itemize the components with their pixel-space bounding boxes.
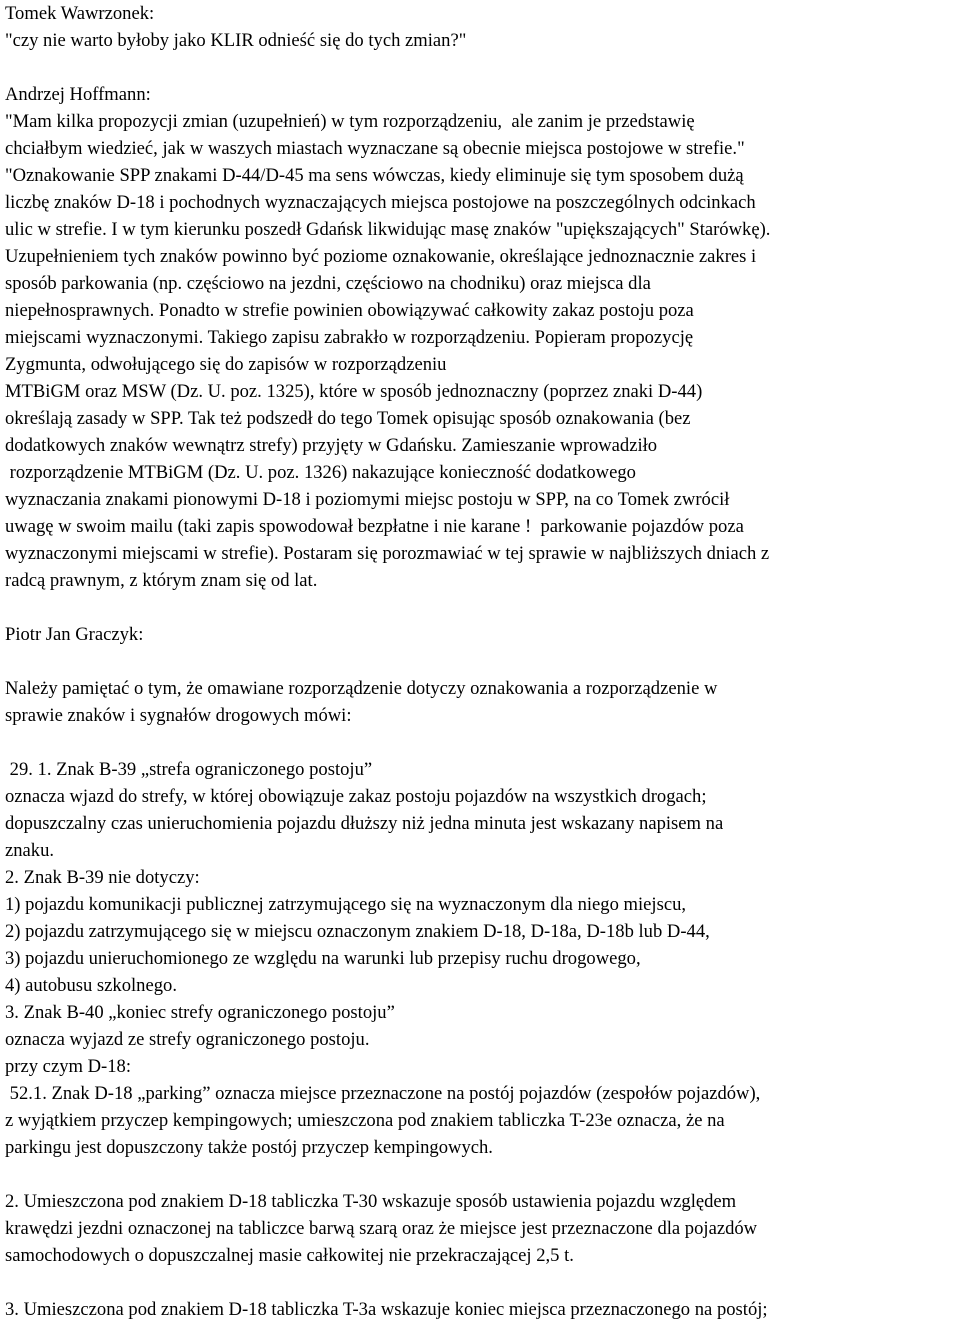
text-line: rozporządzenie MTBiGM (Dz. U. poz. 1326) nakazujące konieczność dodatkowego <box>5 462 636 483</box>
blank-line <box>5 729 960 756</box>
text-line: dodatkowych znaków wewnątrz strefy) przyjęty w Gdańsku. Zamieszanie wprowadziło <box>5 435 658 456</box>
text-line: "Mam kilka propozycji zmian (uzupełnień) w tym rozporządzeniu, ale zanim je przedstawię <box>5 111 695 132</box>
text-line: z wyjątkiem przyczep kempingowych; umieszczona pod znakiem tabliczka T-23e oznacza, że na <box>5 1110 725 1131</box>
blank-line <box>5 1161 960 1188</box>
text-line: Andrzej Hoffmann: <box>5 84 151 105</box>
text-line: 1) pojazdu komunikacji publicznej zatrzymującego się na wyznaczonym dla niego miejscu, <box>5 894 687 915</box>
text-line: Uzupełnieniem tych znaków powinno być poziome oznakowanie, określające jednoznacznie zakres i <box>5 246 757 267</box>
text-line: ulic w strefie. I w tym kierunku poszedł Gdańsk likwidując masę znaków "upiększających" Starówkę). <box>5 219 771 240</box>
text-line: 3. Znak B-40 „koniec strefy ograniczonego postoju” <box>5 1002 395 1023</box>
document-page <box>5 0 960 1323</box>
text-line: przy czym D-18: <box>5 1056 131 1077</box>
text-line: 2) pojazdu zatrzymującego się w miejscu oznaczonym znakiem D-18, D-18a, D-18b lub D-44, <box>5 921 710 942</box>
text-line: niepełnosprawnych. Ponadto w strefie powinien obowiązywać całkowity zakaz postoju poza <box>5 300 694 321</box>
text-line: liczbę znaków D-18 i pochodnych wyznaczających miejsca postojowe na poszczególnych odcinkach <box>5 192 756 213</box>
text-line: Zygmunta, odwołującego się do zapisów w rozporządzeniu <box>5 354 447 375</box>
text-line: oznacza wjazd do strefy, w której obowiązuje zakaz postoju pojazdów na wszystkich drogach; <box>5 786 707 807</box>
text-line: 29. 1. Znak B-39 „strefa ograniczonego postoju” <box>5 759 373 780</box>
text-line: samochodowych o dopuszczalnej masie całkowitej nie przekraczającej 2,5 t. <box>5 1245 574 1266</box>
text-line: Należy pamiętać o tym, że omawiane rozporządzenie dotyczy oznakowania a rozporządzenie w <box>5 678 718 699</box>
text-line: znaku. <box>5 840 55 861</box>
text-line: dopuszczalny czas unieruchomienia pojazdu dłuższy niż jedna minuta jest wskazany napisem na <box>5 813 724 834</box>
text-line: MTBiGM oraz MSW (Dz. U. poz. 1325), które w sposób jednoznaczny (poprzez znaki D-44) <box>5 381 703 402</box>
text-line: oznacza wyjazd ze strefy ograniczonego postoju. <box>5 1029 370 1050</box>
text-line: 3. Umieszczona pod znakiem D-18 tabliczka T-3a wskazuje koniec miejsca przeznaczonego na postój; <box>5 1299 768 1320</box>
blank-line <box>5 54 960 81</box>
text-line: 3) pojazdu unieruchomionego ze względu na warunki lub przepisy ruchu drogowego, <box>5 948 641 969</box>
text-line: sposób parkowania (np. częściowo na jezdni, częściowo na chodniku) oraz miejsca dla <box>5 273 651 294</box>
blank-line <box>5 648 960 675</box>
text-line: uwagę w swoim mailu (taki zapis spowodował bezpłatne i nie karane ! parkowanie pojazdów poza <box>5 516 744 537</box>
blank-line <box>5 594 960 621</box>
text-line: chciałbym wiedzieć, jak w waszych miastach wyznaczane są obecnie miejsca postojowe w strefie." <box>5 138 745 159</box>
text-line: radcą prawnym, z którym znam się od lat. <box>5 570 318 591</box>
text-line: Piotr Jan Graczyk: <box>5 624 144 645</box>
text-line: "Oznakowanie SPP znakami D-44/D-45 ma sens wówczas, kiedy eliminuje się tym sposobem dużą <box>5 165 744 186</box>
text-line: 2. Znak B-39 nie dotyczy: <box>5 867 200 888</box>
text-line: 52.1. Znak D-18 „parking” oznacza miejsce przeznaczone na postój pojazdów (zespołów pojazdów), <box>5 1083 761 1104</box>
text-line: 4) autobusu szkolnego. <box>5 975 177 996</box>
blank-line <box>5 1269 960 1296</box>
text-line: wyznaczonymi miejscami w strefie). Postaram się porozmawiać w tej sprawie w najbliższych dniach z <box>5 543 770 564</box>
text-line: parkingu jest dopuszczony także postój przyczep kempingowych. <box>5 1137 493 1158</box>
text-line: Tomek Wawrzonek: <box>5 3 155 24</box>
text-line: krawędzi jezdni oznaczonej na tabliczce barwą szarą oraz że miejsce jest przeznaczone dla pojazdów <box>5 1218 758 1239</box>
text-line: "czy nie warto byłoby jako KLIR odnieść się do tych zmian?" <box>5 30 467 51</box>
text-line: 2. Umieszczona pod znakiem D-18 tabliczka T-30 wskazuje sposób ustawienia pojazdu względem <box>5 1191 737 1212</box>
text-line: wyznaczania znakami pionowymi D-18 i poziomymi miejsc postoju w SPP, na co Tomek zwrócił <box>5 489 730 510</box>
text-line: sprawie znaków i sygnałów drogowych mówi: <box>5 705 352 726</box>
text-line: określają zasady w SPP. Tak też podszedł do tego Tomek opisując sposób oznakowania (bez <box>5 408 691 429</box>
text-line: miejscami wyznaczonymi. Takiego zapisu zabrakło w rozporządzeniu. Popieram propozycję <box>5 327 694 348</box>
